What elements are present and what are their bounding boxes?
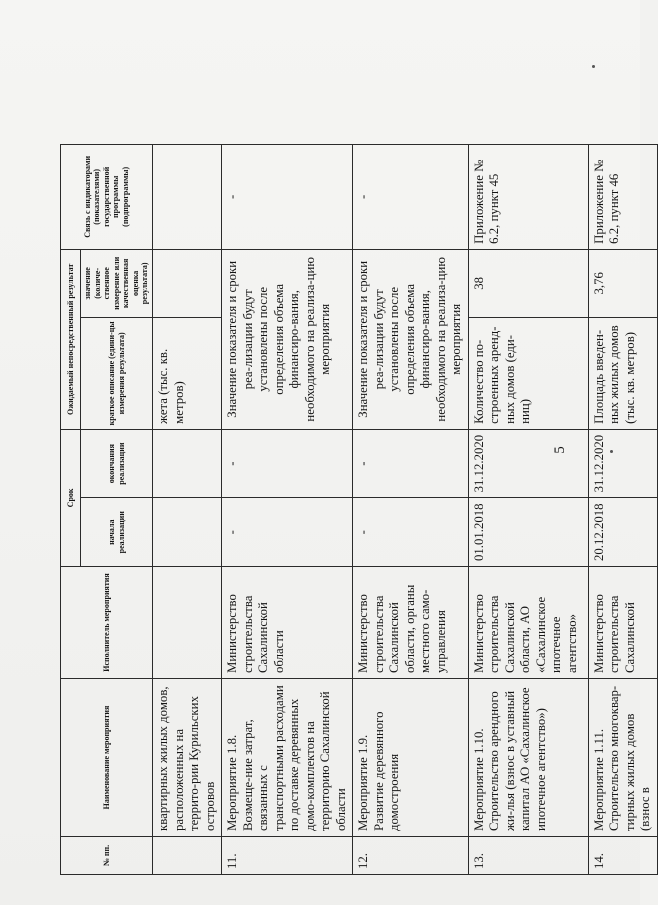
row-start: - <box>353 498 469 567</box>
header-term: Срок <box>61 429 81 566</box>
row-executor: Министерство строительства Сахалинской области, АО «Сахалинское ипотечное агентство» <box>468 567 588 679</box>
row-result-desc: Значение показателя и сроки реа-лизации будут установлены после определения объема финансиро-вания, необходимого на реализа-цию мероприятия <box>222 249 353 429</box>
row-link <box>153 144 222 249</box>
header-num: № пп. <box>61 837 153 875</box>
header-link: Связь с индикаторами (показателями) государственной программы (подпрограммы) <box>61 144 153 249</box>
row-end: 31.12.2020 <box>468 429 588 498</box>
header-executor: Исполнитель мероприятия <box>61 567 153 679</box>
row-start: 20.12.2018 <box>588 498 657 567</box>
row-executor: Министерство строительства Сахалинской области <box>222 567 353 679</box>
row-num: 13. <box>468 837 588 875</box>
row-spacer <box>353 73 469 144</box>
header-result: Ожидаемый непосредственный результат <box>61 249 81 429</box>
row-name: Мероприятие 1.11. Строительство многоквар-тирных жилых домов (взнос в <box>588 679 657 837</box>
page-number: 5 <box>552 446 568 454</box>
table-row <box>153 73 222 874</box>
row-start <box>153 498 222 567</box>
row-executor: Министерство строительства Сахалинской <box>588 567 657 679</box>
table-row <box>468 73 588 874</box>
row-result-value <box>153 249 222 317</box>
header-spacer <box>61 73 153 144</box>
row-end: 31.12.2020 <box>588 429 657 498</box>
row-spacer <box>468 73 588 144</box>
row-executor: Министерство строительства Сахалинской области, органы местного само-управления <box>353 567 469 679</box>
row-result-value: 38 <box>468 249 588 317</box>
row-end: - <box>353 429 469 498</box>
header-name: Наименование мероприятия <box>61 679 153 837</box>
row-start: 01.01.2018 <box>468 498 588 567</box>
table-row <box>588 73 657 874</box>
row-name: квартирных жилых домов, расположенных на террито-рии Курильских островов <box>153 679 222 837</box>
row-num: 11. <box>222 837 353 875</box>
header-result-value: значение (количе-ственное измерение или качественная оценка результата) <box>81 249 153 317</box>
row-spacer <box>153 73 222 144</box>
header-result-desc: краткое описание (едини-цы измерения результата) <box>81 317 153 429</box>
row-link: Приложение № 6.2, пункт 45 <box>468 144 588 249</box>
header-term-start: начала реализации <box>81 498 153 567</box>
row-name: Мероприятие 1.10. Строительство арендного жи-лья (взнос в уставный капитал АО «Сахалинское ипотечное агентство») <box>468 679 588 837</box>
row-executor <box>153 567 222 679</box>
row-end: - <box>222 429 353 498</box>
table-row <box>222 73 353 874</box>
row-start: - <box>222 498 353 567</box>
row-result-value: 3,76 <box>588 249 657 317</box>
row-name: Мероприятие 1.8. Возмеще-ние затрат, связанных с транспортными расходами по доставке деревянных домо-комплектов на территорию Сахалинской области <box>222 679 353 837</box>
row-name: Мероприятие 1.9. Развитие деревянного домостроения <box>353 679 469 837</box>
row-result-desc: Количество по-строенных аренд-ных домов (еди-ниц) <box>468 317 588 429</box>
row-link: - <box>222 144 353 249</box>
row-link: - <box>353 144 469 249</box>
row-link: Приложение № 6.2, пункт 46 <box>588 144 657 249</box>
row-spacer <box>222 73 353 144</box>
row-result-desc: Значение показателя и сроки реа-лизации будут установлены после определения объема финансиро-вания, необходимого на реализа-цию мероприятия <box>353 249 469 429</box>
header-row-1 <box>61 73 81 874</box>
row-result-desc: жета (тыс. кв. метров) <box>153 317 222 429</box>
header-term-end: окончания реализации <box>81 429 153 498</box>
row-num: 14. <box>588 837 657 875</box>
measures-table <box>60 73 658 875</box>
row-spacer <box>588 73 657 144</box>
row-result-desc: Площадь введен-ных жилых домов (тыс. кв. метров) <box>588 317 657 429</box>
row-num <box>153 837 222 875</box>
row-num: 12. <box>353 837 469 875</box>
table-row <box>353 73 469 874</box>
row-end <box>153 429 222 498</box>
